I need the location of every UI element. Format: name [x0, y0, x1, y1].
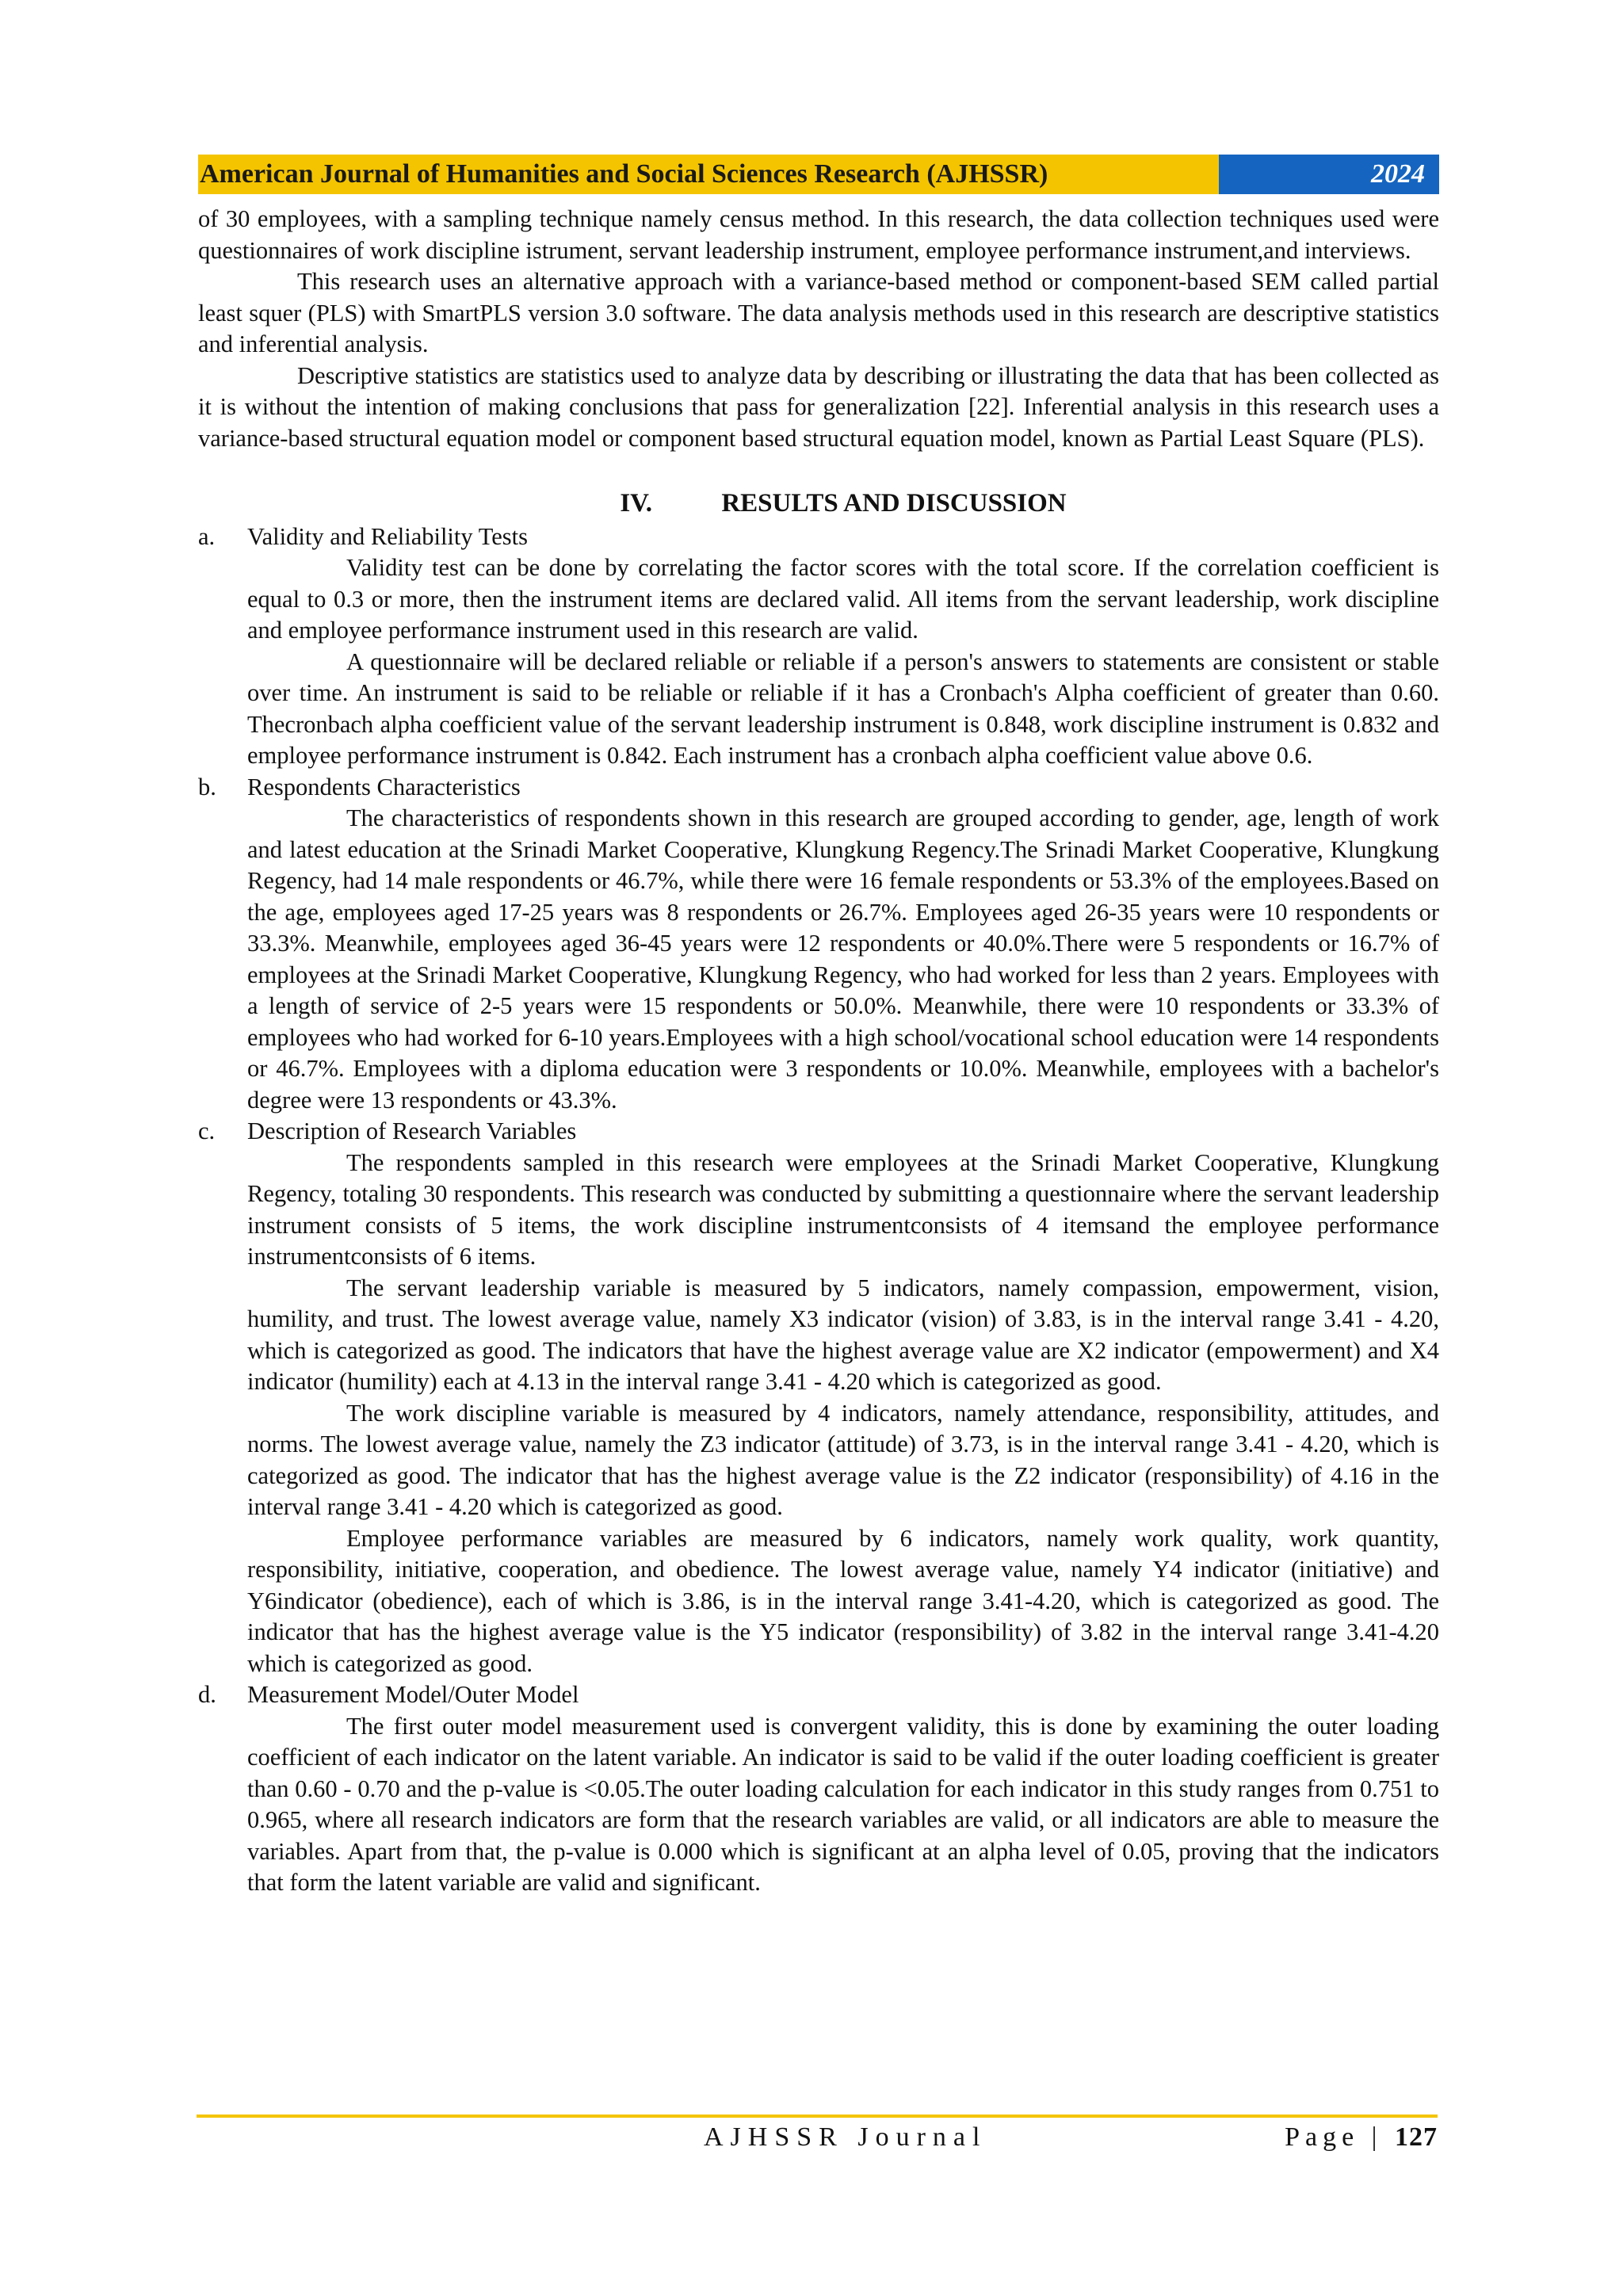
paragraph: The respondents sampled in this research were employees at the Srinadi Market Cooperative, Klungkung Regency, totaling 30 respondents. This research was conducted by submitting a questionnaire where the servant leadership instrument consists of 5 items, the work discipline instrumentconsists of 4 itemsand the employee performance instrumentconsists of 6 items. [247, 1148, 1439, 1270]
page [198, 155, 1439, 1899]
subsection-a-heading [198, 521, 1439, 553]
paragraph: The characteristics of respondents shown in this research are grouped according to gender, age, length of work and latest education at the Srinadi Market Cooperative, Klungkung Regency.The Srinadi Market Cooperative, Klungkung Regency, had 14 male respondents or 46.7%, while there were 16 female respondents or 53.3% of the employees.Based on the age, employees aged 17-25 years was 8 respondents or 26.7%. Employees aged 26-35 years were 10 respondents or 33.3%. Meanwhile, employees aged 36-45 years were 12 respondents or 40.0%.There were 5 respondents or 16.7% of employees at the Srinadi Market Cooperative, Klungkung Regency, who had worked for less than 2 years. Employees with a length of service of 2-5 years were 15 respondents or 50.0%. Meanwhile, there were 10 respondents or 33.3% of employees who had worked for 6-10 years.Employees with a high school/vocational school education were 14 respondents or 46.7%. Employees with a diploma education were 3 respondents or 10.0%. Meanwhile, employees with a bachelor's degree were 13 respondents or 43.3%. [247, 804, 1439, 1114]
subsection-d-heading [198, 1679, 1439, 1711]
subsection-d-body [198, 1711, 1439, 1899]
running-header [198, 155, 1439, 194]
section-number: IV. [620, 489, 653, 518]
subsection-b-heading [198, 772, 1439, 804]
subsection-title: Measurement Model/Outer Model [247, 1681, 579, 1708]
paragraph: The servant leadership variable is measured by 5 indicators, namely compassion, empowerment, vision, humility, and trust. The lowest average value, namely X3 indicator (vision) of 3.83, is in the interval range 3.41 - 4.20, which is categorized as good. The indicators that have the highest average value are X2 indicator (empowerment) and X4 indicator (humility) each at 4.13 in the interval range 3.41 - 4.20 which is categorized as good. [247, 1274, 1439, 1395]
subsection-b-body [198, 803, 1439, 1116]
list-marker: d. [198, 1681, 216, 1708]
section-title: RESULTS AND DISCUSSION [721, 489, 1067, 518]
page-label: Page | [1285, 2122, 1383, 2152]
list-marker: c. [198, 1117, 216, 1144]
page-number-label [1285, 2122, 1438, 2153]
paragraph: A questionnaire will be declared reliable or reliable if a person's answers to statements are consistent or stable over time. An instrument is said to be reliable or reliable if it has a Cronbach's Alpha coefficient of greater than 0.60. Thecronbach alpha coefficient value of the servant leadership instrument is 0.848, work discipline instrument is 0.832 and employee performance instrument is 0.842. Each instrument has a cronbach alpha coefficient value above 0.6. [247, 648, 1439, 769]
section-heading [198, 488, 1439, 520]
paragraph: Descriptive statistics are statistics used to analyze data by describing or illustrating the data that has been collected as it is without the intention of making conclusions that pass for generalization [22]. Inferential analysis in this research uses a variance-based structural equation model or component based structural equation model, known as Partial Least Square (PLS). [198, 361, 1439, 452]
footer-divider [197, 2115, 1438, 2118]
subsection-c-body [198, 1148, 1439, 1680]
paragraph: of 30 employees, with a sampling technique namely census method. In this research, the data collection techniques used were questionnaires of work discipline istrument, servant leadership instrument, employee performance instrument,and interviews. [198, 205, 1439, 264]
journal-title: American Journal of Humanities and Social Sciences Research (AJHSSR) [198, 155, 1219, 194]
article-body [198, 204, 1439, 1899]
paragraph: This research uses an alternative approach with a variance-based method or component-based SEM called partial least squer (PLS) with SmartPLS version 3.0 software. The data analysis methods used in this research are descriptive statistics and inferential analysis. [198, 268, 1439, 357]
subsection-title: Respondents Characteristics [247, 773, 521, 800]
paragraph: The first outer model measurement used is convergent validity, this is done by examining the outer loading coefficient of each indicator on the latent variable. An indicator is said to be valid if the outer loading coefficient is greater than 0.60 - 0.70 and the p-value is <0.05.The outer loading calculation for each indicator in this study ranges from 0.751 to 0.965, where all research indicators are form that the research variables are valid, or all indicators are able to measure the variables. Apart from that, the p-value is 0.000 which is significant at an alpha level of 0.05, proving that the indicators that form the latent variable are valid and significant. [247, 1712, 1439, 1896]
footer-journal-name: AJHSSR Journal [704, 2122, 987, 2152]
paragraph: Validity test can be done by correlating the factor scores with the total score. If the correlation coefficient is equal to 0.3 or more, then the instrument items are declared valid. All items from the servant leadership, work discipline and employee performance instrument used in this research are valid. [247, 554, 1439, 644]
subsection-a-body [198, 552, 1439, 772]
subsection-title: Validity and Reliability Tests [247, 522, 528, 550]
subsection-title: Description of Research Variables [247, 1117, 577, 1144]
page-number: 127 [1395, 2122, 1438, 2152]
paragraph: The work discipline variable is measured by 4 indicators, namely attendance, responsibility, attitudes, and norms. The lowest average value, namely the Z3 indicator (attitude) of 3.73, is in the interval range 3.41 - 4.20, which is categorized as good. The indicator that has the highest average value is the Z2 indicator (responsibility) of 4.16 in the interval range 3.41 - 4.20 which is categorized as good. [247, 1399, 1439, 1520]
paragraph: Employee performance variables are measured by 6 indicators, namely work quality, work quantity, responsibility, initiative, cooperation, and obedience. The lowest average value, namely Y4 indicator (initiative) and Y6indicator (obedience), each of which is 3.86, is in the interval range 3.41-4.20, which is categorized as good. The indicator that has the highest average value is the Y5 indicator (responsibility) of 3.82 in the interval range 3.41-4.20 which is categorized as good. [247, 1524, 1439, 1677]
list-marker: b. [198, 773, 216, 800]
journal-year: 2024 [1219, 155, 1439, 194]
list-marker: a. [198, 522, 216, 550]
subsection-c-heading [198, 1116, 1439, 1148]
